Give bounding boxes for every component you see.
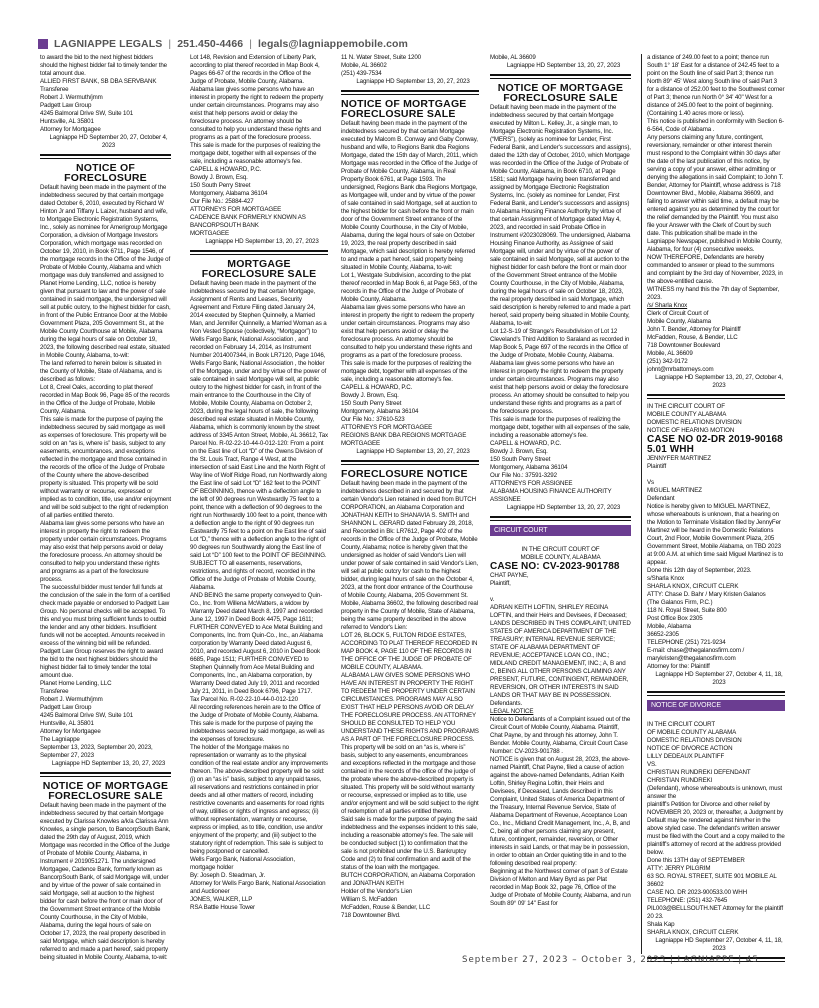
text-line: TELEPHONE: (251) 432-7645 PIL003@BELLSOUTH.NET Attorney for the plaintiff: [647, 897, 783, 912]
text-line: MOBILE COUNTY, ALABAMA: [520, 554, 601, 561]
notice-paragraph: Default having been made in the payment of the indebtedness described in and secured by that certain Vendor's Lien retained in deed from BUTCH CORPORATION, an Alabama Corporation and JONATHAN KEITH to SHANAVIA S. SMITH and SHANNON L. GERARD dated February 28, 2018, and Recorded in Bk: LR7612, Page 402 of the records in the Office of the Judge of Probate, Mobile County, Alabama; notice is hereby given that the undersigned as holder of said Vendor's Lien will under power of sale contained in said Vendor's Lien, will sell at public outcry for cash to the highest bidder, during legal hours of sale on the October 4, 2023, at the front door entrance of the Courthouse of Mobile County, Alabama, 205 Government St. Mobile, Alabama 36602, the following described real property in the County of Mobile, State of Alabama, being the same property described in the above referred to Vendor's Lien:: [341, 480, 479, 631]
text-line: Robert J. Wermuth/jmm: [40, 696, 103, 703]
text-line: Montgomery, Alabama 36104: [341, 408, 419, 415]
text-line: William S. McFadden: [341, 896, 398, 903]
text-line: Defendants.: [490, 700, 523, 707]
text-line: Mobile County, Alabama: [647, 318, 711, 325]
address-block: [490, 572, 631, 604]
notice-paragraph: This sale is made for the purposes of realizing the mortgage debt, together with all expenses of the sale, including a reasonable attorney's fee.: [490, 416, 631, 439]
address-block: [647, 455, 785, 503]
notice-paragraph: NOW THEREFORE, Defendants are hereby commanded to answer or plead to the summons and complaint by the 3rd day of November, 2023, in the above-entitled cause.: [647, 254, 783, 285]
text-line: Robert J. Wermuth/jmm: [40, 94, 103, 101]
double-rule-divider: [40, 154, 171, 159]
case-number: CASE NO: CV-2023-901788: [490, 561, 620, 572]
text-line: LILLY DEDEAUX PLAINTIFF: [647, 753, 725, 760]
section-header: CIRCUIT COURT: [490, 525, 631, 536]
text-line: 150 South Perry Street: [490, 456, 551, 463]
text-line: Mobile, Alabama: [647, 623, 691, 630]
text-line: IN THE CIRCUIT COURT OF: [647, 403, 725, 410]
address-block: [647, 721, 785, 785]
text-line: SHARLA KNOX, CIRCUIT CLERK: [647, 583, 739, 590]
section-title: LAGNIAPPE LEGALS: [54, 38, 163, 50]
text-line: s/Sharla Knox: [647, 575, 684, 582]
text-line: IN THE CIRCUIT COURT OF: [521, 546, 600, 553]
text-line: REGIONS BANK DBA REGIONS MORTGAGE: [341, 432, 467, 439]
text-line: CHAT PAYNE,: [490, 572, 529, 579]
notice-paragraph: Said sale is made for the purpose of paying the said indebtedness and the expenses incident to this sale, including a reasonable attorney's fee. The sale will be conducted subject (1) to confirmation that the sale is not prohibited under the U.S. Bankruptcy Code and (2) to final confirmation and audit of the status of the loan with the mortgagee.: [341, 816, 479, 871]
text-line: VS.: [647, 761, 657, 768]
text-line: 4245 Balmoral Drive SW, Suite 101: [40, 110, 134, 117]
text-line: MORTGAGEE: [341, 440, 381, 447]
underlined-text: LEGAL NOTICE: [490, 708, 534, 715]
underlined-text: /s/ Sharla Knox: [647, 302, 688, 309]
publication-dates: Lagniappe HD September 13, 20, 27, 2023: [51, 760, 166, 767]
text-line: Attorney for Wells Fargo Bank, National Association and Auctioneer: [190, 880, 326, 895]
text-line: CAPELL & HOWARD, P.C.: [341, 384, 413, 391]
double-rule-divider: [40, 772, 171, 777]
double-rule-divider: [490, 516, 631, 521]
notice-paragraph: Default having been made in the payment of the indebtedness secured by that certain Mortgage, Assignment of Rents and Leases, Security Agreement and Fixture Filing dated January 24, 2014 executed by Stephen Quinnelly, a Married Man, and Jennifer Quinnelly, a Married Woman as a Non Vested Spouse (collectively, “Mortgagor”) to Wells Fargo Bank, National Association , and recorded on February 14, 2014, as Instrument Number 2014007344, in Book LR7120, Page 1046, Wells Fargo Bank, National Association , the holder of the Mortgage, under and by virtue of the power of sale contained in said Mortgage will sell, at public outcry to the highest bidder for cash, in front of the main entrance to the Courthouse in the City of Mobile, Mobile County, Alabama on October 2, 2023, during the legal hours of sale, the following described real estate situated in Mobile County, Alabama, which is commonly known by the street address of 3345 Anton Street, Mobile, AL 36612, Tax Parcel No. R-02-22-10-44-0-012-120: From a point on the East line of Lot “D” of the Owens Division of the St. Louis Tract, Range 4 West, at the intersection of said East Line and the North Right of Way line of Wolf Ridge Road, run Northwardly along the East line of said Lot “D” 162 feet to the POINT OF BEGINNING, thence with a deflection angle to the left of 90 degrees run Westwardly 75 feet to a point, thence with a deflection of 90 degrees to the right run Northwardly 100 feet to a point, thence with a deflection angle to the right of 90 degrees run Eastwardly 75 feet to a point on the East line of said Lot “D,” thence with a deflection angle to the right of 90 degrees run Southwardly along the East line of said Lot “D” 100 feet to the POINT OF BEGINNING.: [190, 280, 329, 559]
blank-line: [490, 588, 631, 596]
column-1: [40, 54, 171, 961]
text-line: September 13, 2023, September 20, 2023, September 27, 2023: [40, 744, 153, 759]
case-number: CASE NO 02-DR 2019-90168 5.01 WHH: [647, 434, 783, 455]
notice-paragraph: Notice is hereby given to MIGUEL MARTINEZ, whose whereabouts is unknown, that a hearing on the Motion to Terminate Visitation filed by JennyFer Martinez will be heard in the Domestic Relations Court, 2nd Floor, Mobile Government Plaza, 205 Government Street, Mobile Alabama, on TBD 2023 at 9:00 A.M. at which time said Miguel Martinez is to appear.: [647, 503, 784, 566]
text-line: Bowdy J. Brown, Esq.: [341, 392, 399, 399]
text-line: Montgomery, Alabama 36104: [490, 464, 568, 471]
text-line: (251) 342-9172: [647, 358, 688, 365]
text-line: (The Galanos Firm, P.C.): [647, 599, 713, 606]
address-block: [190, 166, 328, 238]
text-line: Attorney for Mortgagee: [40, 728, 101, 735]
address-block: [341, 872, 479, 920]
blank-line: [647, 471, 785, 479]
text-line: Transferee: [40, 86, 69, 93]
header-separator: |: [168, 38, 172, 50]
text-line: McFadden, Rouse, & Bender, LLC: [647, 334, 738, 341]
text-line: (251) 439-7534: [341, 70, 382, 77]
notice-paragraph: Lot 8, Creel Oaks, according to plat thereof recorded in Map Book 96, Page 85 of the records in the Office of the Judge of Probate, Mobile County, Alabama.: [40, 384, 170, 415]
address-block: [40, 78, 171, 134]
text-line: MORTGAGEE: [190, 230, 230, 237]
text-line: Post Office Box 2305: [647, 615, 703, 622]
text-line: Holder of the Vendor's Lien: [341, 888, 413, 895]
text-line: E-mail: chase@thegalanosfirm.com / marykristen@thegalanosfirm.com: [647, 647, 745, 662]
text-line: 150 South Perry Street: [341, 400, 402, 407]
text-line: 63 SO. ROYAL STREET, SUITE 901 MOBILE AL 36602: [647, 873, 777, 888]
text-line: Montgomery, Alabama 36104: [190, 190, 268, 197]
address-block: [647, 310, 785, 374]
text-line: Mobile, AL 36609: [490, 54, 536, 61]
text-line: Huntsville, AL 35801: [40, 118, 94, 125]
text-line: Our File No.: 37591-3292: [490, 472, 557, 479]
notice-paragraph: Default having been made in the payment of the indebtedness secured by that certain mortgage dated October 6, 2010, executed by Richard W Hinton Jr and Tiffany L Laizer, husband and wife, to Mortgage Electronic Registration Systems, Inc., solely as nominee for Amerigroup Mortgage Corporation, a division of Mortgage Investors Corporation, which mortgage was recorded on October 19, 2010, in Book 6711, Page 1546, of the mortgage records in the Office of the Judge of Probate of Mobile County, Alabama and which mortgage was duly transferred and assigned to Planet Home Lending, LLC, notice is hereby given that pursuant to law and the power of sale contained in said mortgage, the undersigned will sell at public outcry, to the highest bidder for cash, in front of the Public Entrance Door at the Mobile Government Plaza, 205 Government St., at the Mobile County Courthouse at Mobile, Alabama during the legal hours of sale on October 19, 2023, the following described real estate, situated in Mobile County, Alabama, to-wit:: [40, 184, 171, 359]
notice-paragraph: Tax Parcel No. R-02-22-10-44-0-012-120: [190, 696, 298, 703]
text-line: ATTORNEYS FOR MORTGAGEE: [341, 424, 433, 431]
address-block: [341, 54, 479, 78]
notice-paragraph: Any persons claiming any future, contingent, reversionary, remainder or other interest therein must respond to the Complaint within 30 days after the date of the last publication of this notice, by serving a copy of your answer, either admitting or denying the allegations in said Complaint; to John T. Bender, Attorney for Plaintiff, whose address is 718 Downtowner Blvd., Mobile, Alabama 36609, and failing to answer within said time, a default may be entered against you as determined by the court for the relief demanded by the Plaintiff. You must also file your Answer with the Clerk of Court by such date. This publication shall be made in the Lagniappe Newspaper, published in Mobile County, Alabama, for four (4) consecutive weeks.: [647, 134, 784, 253]
text-line: johnt@mrbattorneys.com: [647, 366, 714, 373]
text-line: Our File No.: 25884-427: [190, 198, 254, 205]
address-block: [647, 403, 785, 435]
notice-paragraph: Alabama law gives some persons who have an interest in property the right to redeem the property under certain circumstances. Programs may also exist that help persons avoid or delay the foreclosure process. An attorney should be consulted to help you understand these rights and programs as a part of the foreclosure process.: [40, 520, 167, 583]
text-line: The Lagniappe: [40, 736, 80, 743]
text-line: Bowdy J. Brown, Esq.: [190, 174, 248, 181]
notice-paragraph: This property will be sold on an “as is, where is” basis, subject to any easements, encumbrances and exceptions reflected in the mortgage and those contained in the records of the office of the judge of the probate where the above-described property is situated. This property will be sold without warranty or recourse, expressed or implied as to title, use and/or enjoyment and will be sold subject to the right of redemption of all parties entitled thereto.: [341, 744, 479, 815]
text-line: RSA Battle House Tower: [190, 904, 255, 911]
page-header: [38, 37, 408, 51]
text-line: DOMESTIC RELATIONS DIVISION: [647, 419, 742, 426]
publication-dates: Lagniappe HD September 20, 27, October 4, 2023: [49, 134, 168, 149]
publication-dates: Lagniappe HD September 13, 20, 27, 2023: [205, 238, 319, 245]
notice-paragraph: Lot 148, Revision and Extension of Liberty Park, according to plat thereof recorded in Map Book 4, Pages 66-67 of the records in the Office of the Judge of Probate, Mobile County, Alabama.: [190, 54, 320, 85]
text-line: Done this 13TH day of SEPTEMBER: [647, 857, 745, 864]
text-line: Attorney for Mortgagee: [40, 126, 101, 133]
text-line: JENNYFER MARTINEZ: [647, 455, 711, 462]
text-line: Shala Kap: [647, 921, 675, 928]
notice-paragraph: Beginning at the Northwest corner of part 3 of Estate Division of Melton and Mary Byrd as per Plat recorded in Map Book 32, page 76, Office of the Judge of Probate of Mobile County, Alabama, and run South 89° 09' 14" East for: [490, 868, 631, 907]
text-line: Padgett Law Group: [40, 704, 92, 711]
text-line: NOTICE OF HEARING MOTION: [647, 427, 735, 434]
text-line: Attorney for the: Plaintiff: [647, 663, 710, 670]
notice-paragraph: This sale is made for the purposes of realizing the mortgage debt, together with all expenses of the sale, including a reasonable attorney's fee.: [341, 360, 472, 383]
text-line: CASE NO. DR 2023-900533.00 WHH: [647, 889, 747, 896]
notice-paragraph: The holder of the Mortgage makes no representation or warranty as to the physical condition of the real estate and/or any improvements thereon. The above-described property will be sold: (i) on an “as is” basis, subject to any unpaid taxes, all reservations and restrictions contained in prior deeds and all other matters of record, including restrictive covenants and easements for road rights of way, utilities or rights of ingress and egress; (ii) without representation, warranty or recourse, express or implied, as to title, condition, use and/or enjoyment of the property; and (iii) subject to the statutory right of redemption. This sale is subject to being postponed or cancelled.: [190, 744, 328, 855]
publication-dates: Lagniappe HD September 13, 20, 27, 2023: [506, 62, 621, 69]
section-color-square: [38, 39, 48, 49]
double-rule-divider: [341, 460, 479, 465]
column-2: [190, 54, 328, 954]
text-line: Huntsville, AL 35801: [40, 720, 94, 727]
text-line: ATTORNEYS FOR MORTGAGEE: [190, 206, 282, 213]
notice-paragraph: a distance of 249.00 feet to a point; thence run South 1° 18' East for a distance of 242.45 feet to a point on the South line of said Part 3; thence run North 89° 45' West along South line of said Part 3 for a distance of 252.00 feet to the Southwest corner of Part 3; thence run North 0° 34' 40" West for a distance of 245.00 feet to the point of beginning. (Containing 1.40 acres more or less).: [647, 54, 785, 117]
text-line: TELEPHONE (251) 721-9234: [647, 639, 726, 646]
publication-dates: Lagniappe HD September 13, 20, 27, 2023: [356, 448, 470, 455]
text-line: Plaintiff,: [490, 580, 511, 587]
notice-paragraph: Done this 12th day of September, 2023.: [647, 567, 752, 574]
notice-title: NOTICE OF MORTGAGE FORECLOSURE SALE: [341, 98, 467, 120]
notice-paragraph: This notice is published in conformity with Section 6-6-564, Code of Alabama .: [647, 118, 784, 133]
publication-dates: Lagniappe HD September 27, October 4, 11, 18, 2023: [655, 671, 783, 686]
notice-paragraph: to award the bid to the next highest bidders should the highest bidder fail to timely tender the total amount due.: [40, 54, 167, 77]
notice-paragraph: Default having been made in the payment of the indebtedness secured by that certain Mortgage executed by Malcom B. Conway and Gaby Conway, husband and wife, to Regions Bank dba Regions Mortgage, dated the 15th day of March, 2011, which Mortgage was recorded in the Office of the Judge of Probate of Mobile County, Alabama, in Real Property Book 6761, at Page 1593. The undersigned, Regions Bank dba Regions Mortgage, as Mortgagee will, under and by virtue of the power of sale contained in said Mortgage, sell at auction to the highest bidder for cash before the front or main door of the Government Street entrance of the Mobile County Courthouse, in the City of Mobile, Alabama, during the legal hours of sale on October 19, 2023, the real property described in said Mortgage, which said description is hereby referred to and made a part hereof, said property being situated in Mobile County, Alabama, to-wit:: [341, 120, 478, 271]
header-phone: 251.450-4466: [177, 38, 244, 50]
notice-paragraph: plaintiff's Petition for Divorce and other relief by NOVEMBER 20, 2023 or, thereafter, a Judgment by Default may be rendered against him/her in the above styled case. The defendant's written answer must be filed with the Court and a copy mailed to the plaintiff's attorney of record at the address provided below.: [647, 801, 785, 856]
notice-paragraph: (Defendant), whose whereabouts is unknown, must answer the: [647, 785, 783, 800]
notice-paragraph: All recording references herein are to the Office of the Judge of Probate of Mobile County, Alabama. This sale is made for the purpose of paying the indebtedness secured by said mortgage, as well as the expenses of foreclosure.: [190, 704, 325, 743]
notice-paragraph: Default having been made in the payment of the indebtedness secured by that certain Mortgage executed by Clarissa Knowles a/k/a Clarissa Ann Knowles, a single person, to BancorpSouth Bank, dated the 29th day of August, 2019, which Mortgage was recorded in the Office of the Judge of Probate of Mobile County, Alabama, in Instrument # 2019051271. The undersigned Mortgagee, Cadence Bank, formerly known as BancorpSouth Bank, of said Mortgage will, under and by virtue of the power of sale contained in said Mortgage, sell at auction to the highest bidder for cash before the front or main door of the Government Street entrance of the Mobile County Courthouse, in the City of Mobile, Alabama, during the legal hours of sale on October 17, 2023, the real property described in said Mortgage, which said description is hereby referred to and made a part hereof, said property being situated in Mobile County, Alabama, to-wit:: [40, 802, 171, 961]
text-line: NOTICE OF DIVORCE ACTION: [647, 745, 733, 752]
double-rule-divider: [647, 394, 785, 399]
text-line: John T. Bender, Attorney for Plaintiff: [647, 326, 741, 333]
publication-dates: Lagniappe HD September 13, 20, 27, 2023: [356, 78, 470, 85]
notice-title: MORTGAGE FORECLOSURE SALE: [201, 258, 317, 280]
notice-title: NOTICE OF FORECLOSURE: [64, 162, 147, 184]
notice-paragraph: The successful bidder must tender full funds at the conclusion of the sale in the form of a certified check made payable or endorsed to Padgett Law Group. No personal checks will be accepted. To this end you must bring sufficient funds to outbid the lender and any other bidders. Insufficient funds will not be accepted. Amounts received in excess of the winning bid will be refunded. Padgett Law Group reserves the right to award the bid to the next highest bidders should the highest bidder fail to timely tender the total amount due.: [40, 584, 170, 679]
double-rule-divider: [490, 74, 631, 79]
notice-paragraph: The land referred to herein below is situated in the County of Mobile, State of Alabama, and is described as follows:: [40, 360, 162, 383]
address-block: [490, 440, 631, 504]
court-caption: [490, 546, 631, 562]
notice-title: NOTICE OF MORTGAGE FORECLOSURE SALE: [497, 82, 624, 104]
text-line: ATTY: Chase D. Bahr / Mary Kristen Galanos: [647, 591, 766, 598]
text-line: ATTORNEYS FOR ASSIGNEE: [490, 480, 573, 487]
text-line: ASSIGNEE: [490, 496, 521, 503]
text-line: Bowdy J. Brown, Esq.: [490, 448, 548, 455]
text-line: 20 23.: [647, 913, 664, 920]
text-line: 36652-2305: [647, 631, 679, 638]
text-line: 718 Downtowner Boulevard: [647, 342, 721, 349]
publication-dates: Lagniappe HD September 13, 20, 27, 2023: [506, 504, 621, 511]
double-rule-divider: [647, 691, 785, 696]
notice-paragraph: Lot 12-S-19 of Strange's Resubdivision of Lot 12 Cleveland's Third Addition to Saraland as recorded in Map Book 5, Page 697 of the records in the Office of the Judge of Probate, Mobile County, Alabama.: [490, 328, 630, 359]
text-line: JONES, WALKER, LLP: [190, 896, 253, 903]
text-line: 150 South Perry Street: [190, 182, 251, 189]
text-line: Clerk of Circuit Court of: [647, 310, 709, 317]
publication-dates: Lagniappe HD September 13, 20, 27, October 4, 2023: [655, 374, 783, 389]
text-line: Plaintiff: [647, 463, 667, 470]
text-line: CHRISTIAN RUNDREKI: [647, 777, 713, 784]
text-line: 4245 Balmoral Drive SW, Suite 101: [40, 712, 134, 719]
text-line: CAPELL & HOWARD, P.C.: [190, 166, 262, 173]
text-line: IN THE CIRCUIT COURT: [647, 721, 716, 728]
notice-paragraph: Lot 1, Westgate Subdivision, according to the plat thereof recorded in Map Book 6, at Page 563, of the records in the Office of the Judge of Probate of Mobile County, Alabama.: [341, 272, 478, 303]
text-line: Wells Fargo Bank, National Association,: [190, 856, 295, 863]
address-block: [190, 856, 328, 912]
notice-paragraph: Notice to Defendants of a Complaint issued out of the Circuit Court of Mobile County, Alabama. Plaintiff, Chat Payne, by and through his attorney, John T. Bender. Mobile County, Alabama, Circuit Court Case Number: CV-2023-901788 .: [490, 716, 631, 755]
notice-paragraph: AND BEING the same property conveyed to Quin-Co., Inc. from Willena McWatters, a widow by Warranty Deed dated March 8, 1997 and recorded June 12, 1997 in Deed Book 4475, Page 1611; FURTHER CONVEYED to Ace Metal Building and Components, Inc. from Quin-Co., Inc., an Alabama corporation by Warranty Deed dated August 6, 2010, and recorded August 6, 2010 in Deed Book 6685, Page 1511; FURTHER CONVEYED to Stephen Quinnelly from Ace Metal Building and Components, Inc., an Alabama corporation, by Warranty Deed dated July 19, 2011 and recorded July 21, 2011, in Deed Book 6796, Page 1717.: [190, 592, 323, 695]
text-line: v.: [490, 596, 495, 603]
text-line: SHARLA KNOX, CIRCUIT CLERK: [647, 929, 739, 936]
text-line: CHRISTIAN RUNDREKI DEFENDANT: [647, 769, 751, 776]
text-line: OF MOBILE COUNTY ALABAMA: [647, 729, 737, 736]
column-4: [490, 54, 631, 954]
text-line: Our File No.: 37610-523: [341, 416, 405, 423]
text-line: ALABAMA HOUSING FINANCE AUTHORITY: [490, 488, 612, 495]
notice-title: FORECLOSURE NOTICE: [341, 468, 468, 480]
text-line: ALLIED FIRST BANK, SB DBA SERVBANK: [40, 78, 157, 85]
double-rule-divider: [341, 90, 479, 95]
text-line: 118 N. Royal Street, Suite 800: [647, 607, 727, 614]
text-line: Transferee: [40, 688, 69, 695]
column-5: [641, 54, 785, 954]
text-line: Padgett Law Group: [40, 102, 92, 109]
column-3: [341, 54, 479, 954]
double-rule-divider: [190, 250, 328, 255]
text-line: Mobile, AL 36602: [341, 62, 387, 69]
publication-dates: Lagniappe HD September 27, October 4, 11, 18, 2023: [655, 937, 783, 952]
text-line: MOBILE COUNTY ALABAMA: [647, 411, 727, 418]
notice-paragraph: ADRIAN KEITH LOFTIN, SHIRLEY REGINA LOFTIN, and their Heirs and Devisees, if Deceased; LANDS DESCRIBED IN THIS COMPLAINT; UNITED STATES OF AMERICA DEPARTMENT OF THE TREASURY; INTERNAL REVENUE SERVICE; STATE OF ALABAMA DEPARTMENT OF REVENUE; ACCEPTANCE LOAN CO., INC.; MIDLAND CREDIT MANAGEMENT, INC.; A, B and C, BEING ALL OTHER PERSONS CLAIMING ANY PRESENT, FUTURE, CONTINGENT, REMAINDER, REVERSION, OR OTHER INTERESTS IN SAID LANDS OR THAT MAY BE IN POSSESSION.: [490, 604, 631, 699]
page-footer: September 27, 2023 – October 3, 2023 | LAGNIAPPE | 45: [462, 955, 759, 965]
notice-paragraph: This sale is made for the purpose of paying the indebtedness secured by said mortgage as well as expenses of foreclosure. This property will be sold on an “as is, where is” basis, subject to any easements, encumbrances, and exceptions reflected in the mortgage and those contained in the records of the office of the Judge of Probate of the County where the above-described property is situated. This property will be sold without warranty or recourse, expressed or implied as to condition, title, use and/or enjoyment and will be sold subject to the right of redemption of all parties entitled thereto.: [40, 416, 171, 519]
notice-title: NOTICE OF MORTGAGE FORECLOSURE SALE: [42, 780, 169, 802]
notice-paragraph: SUBJECT TO all easements, reservations, restrictions, and rights of record, recorded in the Office of the Judge of Probate of Mobile County, Alabama.: [190, 560, 316, 591]
section-header: NOTICE OF DIVORCE: [647, 700, 785, 711]
text-line: McFadden, Rouse & Bender, LLC: [341, 904, 431, 911]
notice-paragraph: Default having been made in the payment of the indebtedness secured by that certain Mortgage executed by Milton L. Kelley, Jr., a single man, to Mortgage Electronic Registration Systems, Inc. (“MERS”), (solely as nominee for Lender, First Federal Bank, and Lender's successors and assigns), dated the 12th day of October, 2010, which Mortgage was recorded in the Office of the Judge of Probate of Mobile County, Alabama, in Book 6710, at Page 1581; said Mortgage having been transferred and assigned by Mortgage Electronic Registration Systems, Inc. (solely as nominee for Lender, First Federal Bank, and Lender's successors and assigns) to Alabama Housing Finance Authority by virtue of that certain Assignment of Mortgage dated May 4, 2023, and recorded in said Probate Office in Instrument #2023028069. The undersigned, Alabama Housing Finance Authority, as Assignee of said Mortgage will, under and by virtue of the power of sale contained in said Mortgage, sell at auction to the highest bidder for cash before the front or main door of the Government Street entrance of the Mobile County Courthouse, in the City of Mobile, Alabama, during the legal hours of sale on October 18, 2023, the real property described in said Mortgage, which said description is hereby referred to and made a part hereof, said property being situated in Mobile County, Alabama, to-wit:: [490, 104, 631, 327]
text-line: CADENCE BANK FORMERLY KNOWN AS BANCORPSOUTH BANK: [190, 214, 306, 229]
notice-paragraph: LOT 26, BLOCK 5, FULTON RIDGE ESTATES, ACCORDING TO PLAT THEREOF RECORDED IN MAP BOOK 4, PAGE 110 OF THE RECORDS IN THE OFFICE OF THE JUDGE OF PROBATE OF MOBILE COUNTY, ALABAMA.: [341, 632, 478, 671]
text-line: ATTY: JERRY PILGRIM: [647, 865, 711, 872]
address-block: [647, 575, 785, 671]
address-block: [490, 700, 631, 708]
notice-paragraph: NOTICE is given that on August 28, 2023, the above-named Plaintiff, Chat Payne, filed a cause of action against the above-named Defendants, Adrian Keith Loftin, Shirley Regina Loftin, their Heirs and Devisees, if Deceased, Lands described in this Complaint, United States of America Department of the Treasury, Internal Revenue Service, State of Alabama Department of Revenue, Acceptance Loan Co., Inc., Midland Credit Management, Inc., A, B, and C, being all other persons claiming any present, future, contingent, remainder, reversion, or Other interests in said Lands, or that may be in possession, in order to obtain an Order quieting title in and to the following described real property:: [490, 756, 630, 867]
text-line: MIGUEL MARTINEZ: [647, 487, 702, 494]
text-line: Planet Home Lending, LLC: [40, 680, 112, 687]
address-block: [341, 384, 479, 448]
notice-paragraph: Alabama law gives some persons who have an interest in property the right to redeem the property under certain circumstances. Programs may also exist that help persons avoid or delay the foreclosure process. An attorney should be consulted to help you understand these rights and programs as a part of the foreclosure process.: [490, 360, 629, 415]
text-line: mortgage holder: [190, 864, 234, 871]
text-line: DOMESTIC RELATIONS DIVISION: [647, 737, 742, 744]
text-line: 718 Downtowner Blvd.: [341, 912, 401, 919]
notice-paragraph: Alabama law gives some persons who have an interest in property the right to redeem the property under certain circumstances. Programs may also exist that help persons avoid or delay the foreclosure process. An attorney should be consulted to help you understand these rights and programs as a part of the foreclosure process.: [190, 86, 324, 141]
address-block: [40, 680, 171, 760]
text-line: Defendant: [647, 495, 675, 502]
notice-paragraph: WITNESS my hand this the 7th day of September, 2023.: [647, 286, 780, 301]
text-line: CAPELL & HOWARD, P.C.: [490, 440, 562, 447]
notice-paragraph: ALABAMA LAW GIVES SOME PERSONS WHO HAVE AN INTEREST IN PROPERTY THE RIGHT TO REDEEM THE PROPERTY UNDER CERTAIN CIRCUMSTANCES. PROGRAMS MAY ALSO EXIST THAT HELP PERSONS AVOID OR DELAY THE FORECLOSURE PROCESS. AN ATTORNEY SHOULD BE CONSULTED TO HELP YOU UNDERSTAND THESE RIGHTS AND PROGRAMS AS A PART OF THE FORECLOSURE PROCESS.: [341, 672, 479, 743]
text-line: Vs: [647, 479, 654, 486]
text-line: BUTCH CORPORATION, an Alabama Corporation and JONATHAN KEITH: [341, 872, 475, 887]
text-line: 11 N. Water Street, Suite 1200: [341, 54, 421, 61]
header-email[interactable]: legals@lagniappemobile.com: [258, 38, 408, 50]
address-block: [647, 857, 785, 937]
text-line: By: Joseph D. Steadman, Jr.: [190, 872, 266, 879]
notice-paragraph: Alabama law gives some persons who have an interest in property the right to redeem the property under certain circumstances. Programs may also exist that help persons avoid or delay the foreclosure process. An attorney should be consulted to help you understand these rights and programs as a part of the foreclosure process.: [341, 304, 475, 359]
header-separator: |: [249, 38, 253, 50]
address-block: [490, 54, 631, 62]
text-line: Mobile, AL 36609: [647, 350, 693, 357]
notice-paragraph: This sale is made for the purposes of realizing the mortgage debt, together with all expenses of the sale, including a reasonable attorney's fee.: [190, 142, 321, 165]
